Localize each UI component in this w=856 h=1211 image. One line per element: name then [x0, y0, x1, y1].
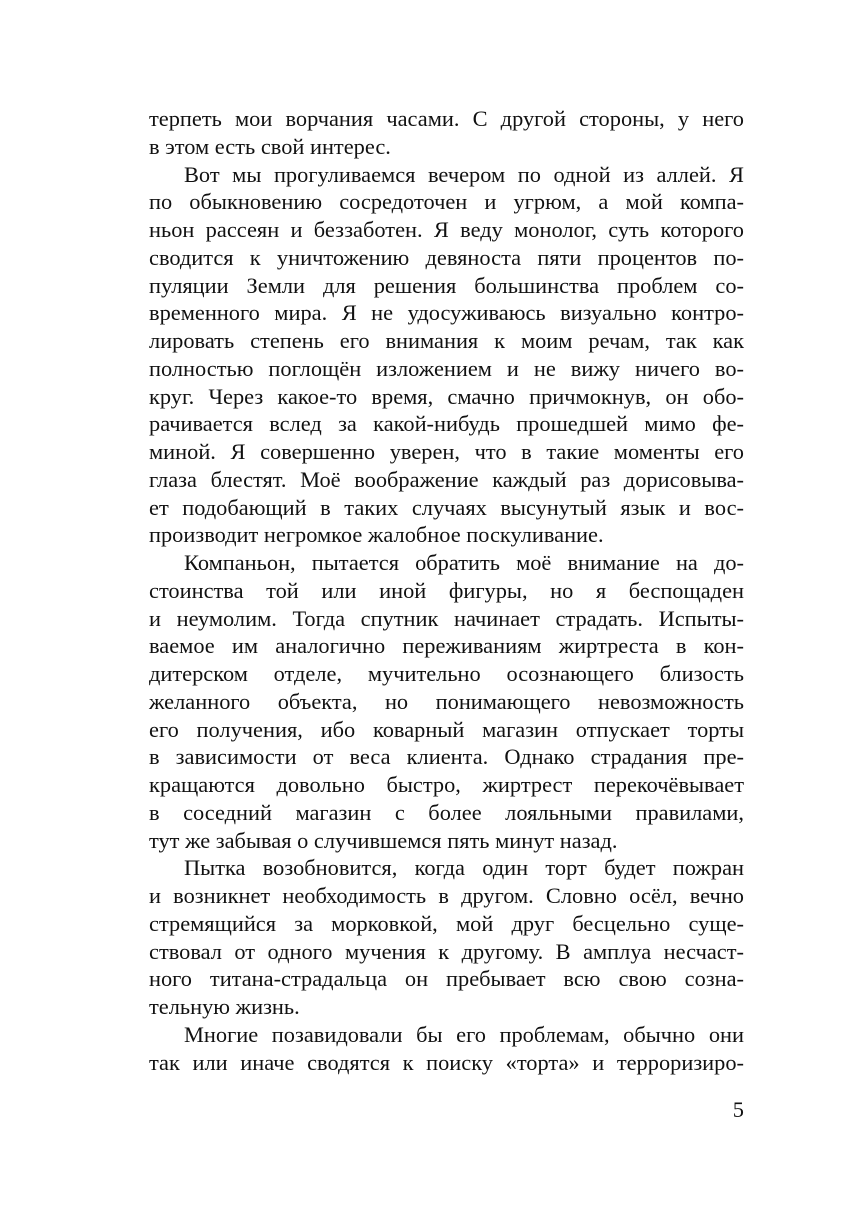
text-line: в этом есть свой интерес.	[149, 133, 391, 159]
text-line: тут же забывая о случившемся пять минут назад.	[149, 827, 618, 853]
body-text	[149, 105, 744, 1076]
text-line: миной. Я совершенно уверен, что в такие моменты его	[149, 439, 744, 464]
text-line: кращаются довольно быстро, жиртрест перекочёвывает	[149, 772, 744, 797]
text-line: и неумолим. Тогда спутник начинает страдать. Испыты-	[149, 605, 744, 631]
text-line: временного мира. Я не удосуживаюсь визуально контро-	[149, 300, 744, 326]
text-line: так или иначе сводятся к поиску «торта» и терроризиро-	[149, 1049, 744, 1075]
text-line: полностью поглощён изложением и не вижу ничего во-	[149, 355, 744, 381]
text-line: Многие позавидовали бы его проблемам, обычно они	[184, 1021, 744, 1047]
text-line: желанного объекта, но понимающего невозможность	[149, 688, 744, 714]
text-line: сводится к уничтожению девяноста пяти процентов по-	[149, 244, 744, 270]
text-line: стремящийся за морковкой, мой друг бесцельно суще-	[149, 910, 744, 936]
text-line: в соседний магазин с более лояльными правилами,	[149, 799, 744, 825]
text-line: в зависимости от веса клиента. Однако страдания пре-	[149, 744, 744, 770]
page-number: 5	[732, 1097, 744, 1122]
text-line: стоинства той или иной фигуры, но я беспощаден	[149, 577, 744, 603]
text-line: по обыкновению сосредоточен и угрюм, а мой компа-	[149, 189, 744, 215]
text-line: тельную жизнь.	[149, 994, 300, 1019]
text-line: ет подобающий в таких случаях высунутый язык и вос-	[149, 494, 744, 520]
text-line: лировать степень его внимания к моим речам, так как	[149, 328, 744, 353]
text-line: производит негромкое жалобное поскуливание.	[149, 522, 604, 548]
text-line: Вот мы прогуливаемся вечером по одной из аллей. Я	[184, 161, 744, 187]
text-line: пуляции Земли для решения большинства проблем со-	[149, 272, 744, 298]
text-line: круг. Через какое-то время, смачно причмокнув, он обо-	[149, 383, 744, 409]
text-line: его получения, ибо коварный магазин отпускает торты	[149, 716, 744, 742]
text-line: ного титана-страдальца он пребывает всю свою созна-	[149, 966, 744, 992]
text-line: и возникнет необходимость в другом. Словно осёл, вечно	[149, 883, 744, 908]
text-line: глаза блестят. Моё воображение каждый раз дорисовыва-	[149, 466, 744, 492]
text-line: ваемое им аналогично переживаниям жиртреста в кон-	[149, 633, 744, 659]
text-line: ньон рассеян и беззаботен. Я веду монолог, суть которого	[149, 217, 744, 242]
text-line: дитерском отделе, мучительно осознающего близость	[149, 661, 744, 686]
text-line: терпеть мои ворчания часами. С другой стороны, у него	[149, 106, 744, 131]
text-line: Компаньон, пытается обратить моё внимание на до-	[184, 550, 744, 575]
text-line: ствовал от одного мучения к другому. В амплуа несчаст-	[149, 938, 744, 964]
text-line: рачивается вслед за какой-нибудь прошедшей мимо фе-	[149, 411, 744, 437]
text-line: Пытка возобновится, когда один торт будет пожран	[184, 855, 744, 881]
